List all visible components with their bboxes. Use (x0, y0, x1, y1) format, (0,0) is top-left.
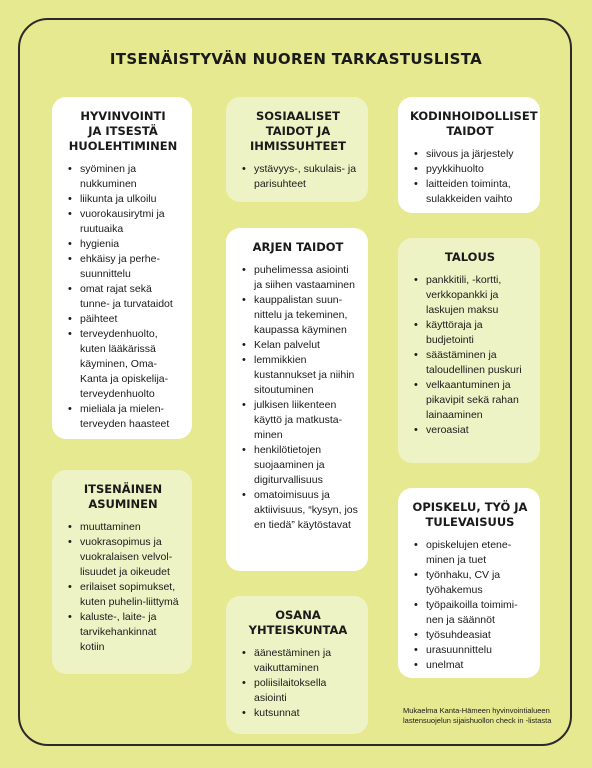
card-list (410, 538, 530, 673)
card-opiskelu (398, 488, 540, 678)
list-item: • poliisilaitoksella asiointi (254, 676, 358, 706)
card-title: HYVINVOINTI JA ITSESTÄ HUOLEHTIMINEN (68, 109, 178, 153)
list-item: • unelmat (426, 658, 530, 673)
list-item: • urasuunnittelu (426, 643, 530, 658)
list-item: • päihteet (80, 312, 182, 327)
list-item: • lemmikkien kustannukset ja niihin sitoutuminen (254, 353, 358, 398)
list-item: • työnhaku, CV ja työhakemus (426, 568, 530, 598)
list-item: • kutsunnat (254, 706, 358, 721)
list-item: • puhelimessa asiointi ja siihen vastaaminen (254, 263, 358, 293)
list-item: • julkisen liikenteen käyttö ja matkusta-minen (254, 398, 358, 443)
card-title: TALOUS (444, 250, 496, 264)
card-osana-yhteiskuntaa (226, 596, 368, 734)
list-item: • vuokrasopimus ja vuokralaisen velvol-lisuudet ja oikeudet (80, 535, 182, 580)
list-item: • hygienia (80, 237, 182, 252)
list-item: • vuorokausirytmi ja ruutuaika (80, 207, 182, 237)
card-title: ARJEN TAIDOT (252, 240, 344, 254)
card-list (64, 520, 182, 655)
list-item: • äänestäminen ja vaikuttaminen (254, 646, 358, 676)
list-item: • siivous ja järjestely (426, 147, 530, 162)
list-item: • terveydenhuolto, kuten lääkärissä käyminen, Oma-Kanta ja opiskelija-terveydenhuolto (80, 327, 182, 402)
list-item: • kauppalistan suun-nittelu ja tekeminen, kaupassa käyminen (254, 293, 358, 338)
card-hyvinvointi (52, 97, 192, 439)
card-title: OSANA YHTEISKUNTAA (248, 608, 348, 637)
card-arjen-taidot (226, 228, 368, 571)
list-item: • liikunta ja ulkoilu (80, 192, 182, 207)
list-item: • omatoimisuus ja aktiivisuus, “kysyn, jos en tiedä” käytöstavat (254, 488, 358, 533)
card-title: OPISKELU, TYÖ JA TULEVAISUUS (412, 500, 528, 529)
card-list (238, 646, 358, 721)
list-item: • kaluste-, laite- ja tarvikehankinnat kotiin (80, 610, 182, 655)
list-item: • muuttaminen (80, 520, 182, 535)
card-list (410, 273, 530, 438)
card-list (238, 162, 358, 192)
card-kodinhoidolliset (398, 97, 540, 213)
credit-text: Mukaelma Kanta-Hämeen hyvinvointialueen lastensuojelun sijaishuollon check in -listasta (403, 706, 552, 725)
list-item: • velkaantuminen ja pikavipit sekä rahan lainaaminen (426, 378, 530, 423)
list-item: • työpaikoilla toimimi-nen ja säännöt (426, 598, 530, 628)
card-title: KODINHOIDOLLISET TAIDOT (410, 109, 538, 138)
list-item: • pyykkihuolto (426, 162, 530, 177)
list-item: • opiskelujen etene-minen ja tuet (426, 538, 530, 568)
card-itsenainen-asuminen (52, 470, 192, 674)
list-item: • ehkäisy ja perhe-suunnittelu (80, 252, 182, 282)
card-title: SOSIAALISET TAIDOT JA IHMISSUHTEET (249, 109, 347, 153)
list-item: • pankkitili, -kortti, verkkopankki ja laskujen maksu (426, 273, 530, 318)
list-item: • Kelan palvelut (254, 338, 358, 353)
page-title: ITSENÄISTYVÄN NUOREN TARKASTUSLISTA (109, 50, 483, 68)
list-item: • veroasiat (426, 423, 530, 438)
list-item: • mieliala ja mielen-terveyden haasteet (80, 402, 182, 432)
list-item: • työsuhdeasiat (426, 628, 530, 643)
card-list (410, 147, 530, 207)
card-talous (398, 238, 540, 463)
list-item: • säästäminen ja taloudellinen puskuri (426, 348, 530, 378)
card-title: ITSENÄINEN ASUMINEN (83, 482, 163, 511)
card-list (238, 263, 358, 533)
card-sosiaaliset (226, 97, 368, 202)
list-item: • käyttöraja ja budjetointi (426, 318, 530, 348)
list-item: • laitteiden toiminta, sulakkeiden vaihto (426, 177, 530, 207)
card-list (64, 162, 182, 432)
list-item: • ystävyys-, sukulais- ja parisuhteet (254, 162, 358, 192)
list-item: • erilaiset sopimukset, kuten puhelin-liittymä (80, 580, 182, 610)
list-item: • omat rajat sekä tunne- ja turvataidot (80, 282, 182, 312)
list-item: • syöminen ja nukkuminen (80, 162, 182, 192)
list-item: • henkilötietojen suojaaminen ja digiturvallisuus (254, 443, 358, 488)
